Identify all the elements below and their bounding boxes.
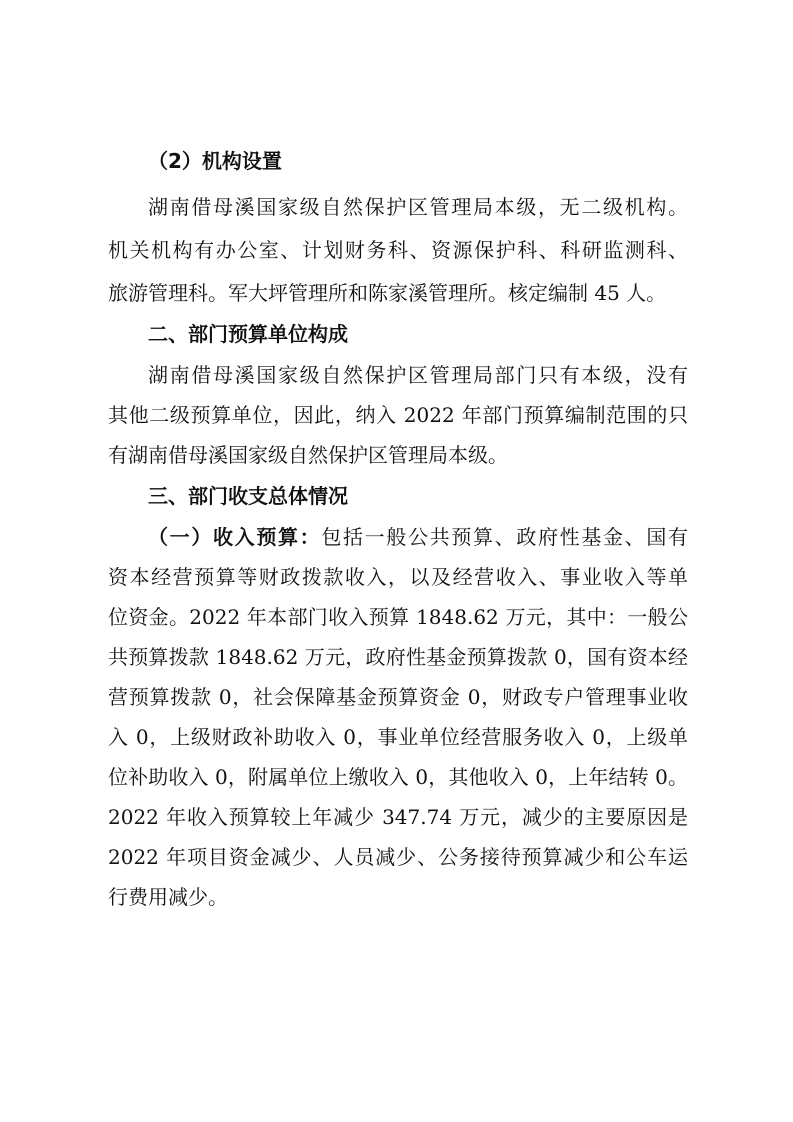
section-heading-overall: 三、部门收支总体情况: [148, 484, 348, 508]
paragraph-line: 营预算拨款 0，社会保障基金预算资金 0，财政专户管理事业收: [108, 685, 688, 709]
paragraph-line: 资本经营预算等财政拨款收入，以及经营收入、事业收入等单: [108, 565, 688, 589]
paragraph-line: 位补助收入 0，附属单位上缴收入 0，其他收入 0，上年结转 0。: [108, 765, 688, 789]
paragraph-line: 行费用减少。: [108, 885, 228, 909]
income-budget-lead: （一）收入预算：: [148, 525, 322, 549]
income-budget-text: 包括一般公共预算、政府性基金、国有: [321, 525, 689, 549]
paragraph-line: 湖南借母溪国家级自然保护区管理局本级，无二级机构。: [148, 195, 688, 219]
paragraph-line: 2022 年收入预算较上年减少 347.74 万元，减少的主要原因是: [108, 805, 688, 829]
paragraph-line: 其他二级预算单位，因此，纳入 2022 年部门预算编制范围的只: [108, 403, 688, 427]
paragraph-line: 入 0，上级财政补助收入 0，事业单位经营服务收入 0，上级单: [108, 725, 688, 749]
paragraph-line: 共预算拨款 1848.62 万元，政府性基金预算拨款 0，国有资本经: [108, 645, 688, 669]
paragraph-line: 机关机构有办公室、计划财务科、资源保护科、科研监测科、: [108, 238, 688, 262]
paragraph-line: 有湖南借母溪国家级自然保护区管理局本级。: [108, 443, 508, 467]
paragraph-line: 位资金。2022 年本部门收入预算 1848.62 万元，其中：一般公: [108, 605, 688, 629]
section-heading-budget-units: 二、部门预算单位构成: [148, 322, 348, 346]
paragraph-line: 2022 年项目资金减少、人员减少、公务接待预算减少和公车运: [108, 845, 688, 869]
section-heading-institution-setup: （2）机构设置: [148, 149, 282, 173]
paragraph-line-income-first: [148, 525, 688, 549]
paragraph-line: 湖南借母溪国家级自然保护区管理局部门只有本级，没有: [148, 363, 688, 387]
paragraph-line: 旅游管理科。军大坪管理所和陈家溪管理所。核定编制 45 人。: [108, 281, 667, 305]
